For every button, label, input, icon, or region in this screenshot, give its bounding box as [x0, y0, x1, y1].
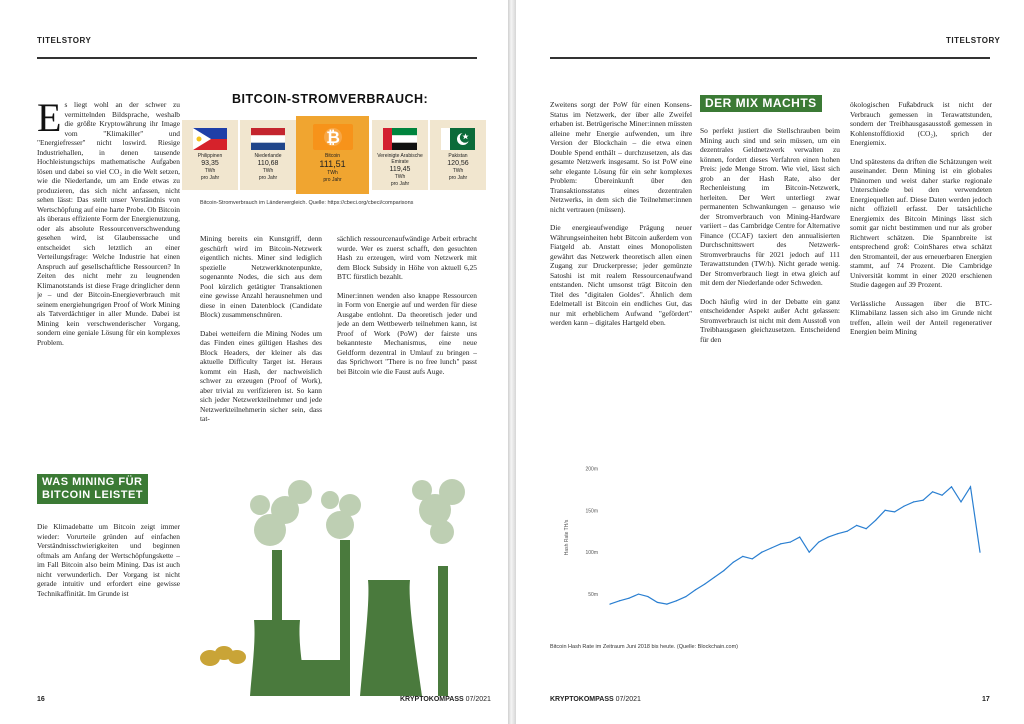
subhead-was-mining — [37, 474, 148, 504]
subhead-line-2: BITCOIN LEISTET — [42, 489, 143, 501]
paragraph: Und spätestens da driften die Schätzungen weit auseinander. Denn Mining ist ein globales Phänomen und weist daher starke regionale Unterschiede bei den verwendeten Energiequellen auf. Diese Daten werden jedoch nicht offiziell erfasst. Der tatsächliche Energiemix des Bitcoin Minings lässt sich somit gar nicht bestimmen und nur als grober Richtwert schätzen. Die Spannbreite ist entsprechend groß: CoinShares etwa schätzt den Stromanteil, der aus erneuerbaren Energien stammt, auf 74 Prozent. Die Cambridge Universität kommt in einer 2020 erschienen Studie dagegen auf 39 Prozent. — [850, 156, 992, 289]
country-name: Philippinen — [197, 153, 223, 159]
issue-number: 07/2021 — [615, 696, 641, 703]
country-value: 119,45 — [389, 166, 411, 173]
section-label: TITELSTORY — [946, 36, 1001, 45]
netherlands-flag-icon — [251, 128, 285, 150]
data-point — [960, 501, 961, 502]
section-label: TITELSTORY — [37, 36, 92, 45]
chart-caption: Bitcoin Hash Rate im Zeitraum Juni 2018 bis heute. (Quelle: Blockchain.com) — [550, 644, 739, 650]
data-point — [638, 593, 639, 594]
factory-illustration — [190, 470, 508, 696]
left-page — [0, 0, 508, 724]
data-point — [809, 552, 810, 553]
data-point — [676, 600, 677, 601]
country-unit: TWh — [394, 174, 406, 180]
page-number: 16 — [37, 696, 45, 703]
paragraph: ökologischen Fußabdruck ist nicht der Verbrauch gemessen in Terawattstunden, sondern der Treibhausgasausstoß gemessen in Kohlenstoffdioxid (CO₂), sprich der Energiemix. — [850, 100, 992, 147]
data-point — [704, 583, 705, 584]
issue-number: 07/2021 — [465, 696, 491, 703]
data-point — [913, 501, 914, 502]
data-point — [932, 491, 933, 492]
country-card-netherlands — [240, 120, 296, 190]
column-1b-text — [37, 522, 180, 642]
column-1-text — [550, 100, 692, 450]
page-footer-brand — [550, 696, 641, 703]
page-footer-brand — [400, 696, 491, 703]
country-value: 120,56 — [447, 160, 469, 167]
y-tick-label: 200m — [585, 466, 598, 473]
y-tick-label: 150m — [585, 508, 598, 515]
column-1-text — [37, 100, 180, 470]
country-unit: TWh — [262, 168, 274, 174]
data-point — [866, 528, 867, 529]
paragraph: Die energieaufwendige Prägung neuer Währungseinheiten hebt Bitcoin außerdem von Fiatgeld ab. Anstatt eines Monopolisten gewährt das Netzwerk theoretisch allen einen Zugang zur Druckerpresse; jeder gemünzte Satoshi ist mit realem Ressourcenaufwand entstanden. Nicht umsonst trägt Bitcoin den Titel des "digitalen Goldes". Ähnlich dem Edelmetall ist Bitcoin ein endliches Gut, das nur mit erheblichem Aufwand "gefördert" werden kann – digitales Hartgeld eben. — [550, 223, 692, 327]
subhead-line-1: WAS MINING FÜR — [42, 476, 143, 488]
data-point — [875, 520, 876, 521]
data-point — [723, 570, 724, 571]
country-unit: TWh — [204, 168, 216, 174]
data-point — [780, 543, 781, 544]
data-point — [647, 596, 648, 597]
data-point — [904, 505, 905, 506]
drop-cap: E — [37, 100, 62, 140]
bitcoin-card — [296, 116, 369, 194]
data-point — [609, 604, 610, 605]
infographic-caption: Bitcoin-Stromverbrauch im Ländervergleich. Quelle: https://cbeci.org/cbeci/comparisons — [200, 200, 414, 206]
data-point — [695, 589, 696, 590]
data-point — [970, 486, 971, 487]
column-3-text — [337, 234, 477, 464]
pakistan-flag-icon — [441, 128, 475, 150]
paragraph: Dabei wetteifern die Mining Nodes um das Finden eines gültigen Hashes des Block Headers, der kleiner als das aktuelle Difficulty Target ist. Heraus kommt ein Hash, der nachweislich schwer zu erzeugen (Proof of Work), aber trivial zu verifizieren ist. So kann sich jeder Netzwerkteilnehmer und jede Netzwerkteilnehmerin sicher sein, dass tat- — [200, 328, 322, 423]
spine-gutter — [508, 0, 516, 724]
header-rule — [37, 57, 477, 59]
paragraph: So perfekt justiert die Stellschrauben beim Mining auch sind und sein müssen, um ein dezentrales Geldnetzwerk verwalten zu können, fordert dieses Verfahren einen hohen Preis: jede Menge Strom. Wie viel, lässt sich grob an der Hash Rate, also der Rechenleistung im Bitcoin-Netzwerk, herleiten. Der Wert unterliegt zwar permanenten Schwankungen – genauso wie der Stromverbrauch von Mining-Hardware variiert – das Cambridge Centre for Alternative Finance (CCAF) taxiert den annualisierten Durchschnittswert des Netzwerk-Stromverbrauchs für 2021 jedoch auf 111 Terawattstunden (TW/h). Nicht gerade wenig. Der Stromverbrauch liegt in etwa gleich auf mit dem der Niederlande oder Schweden. — [700, 126, 840, 287]
data-point — [628, 598, 629, 599]
data-point — [894, 511, 895, 512]
data-point — [714, 577, 715, 578]
infographic-title: BITCOIN-STROMVERBRAUCH: — [232, 92, 429, 106]
column-3-text — [850, 100, 992, 430]
data-point — [799, 536, 800, 537]
column-2-text — [200, 234, 322, 484]
data-point — [790, 542, 791, 543]
hash-rate-chart — [550, 450, 990, 640]
country-per: pro Jahr — [200, 174, 220, 181]
y-tick-label: 100m — [585, 550, 598, 557]
country-card-philippines — [182, 120, 238, 190]
philippines-flag-icon — [193, 128, 227, 150]
data-point — [885, 510, 886, 511]
data-point — [941, 495, 942, 496]
country-per: pro Jahr — [448, 174, 468, 181]
bitcoin-icon — [313, 124, 353, 150]
country-unit: TWh — [452, 168, 464, 174]
country-value: 110,68 — [257, 160, 279, 167]
header-rule — [550, 57, 990, 59]
country-card-pakistan — [430, 120, 486, 190]
column-2-text — [700, 126, 840, 426]
magazine-name: KRYPTOKOMPASS — [400, 696, 464, 703]
country-name: Bitcoin — [324, 153, 340, 159]
data-point — [828, 536, 829, 537]
data-point — [666, 604, 667, 605]
intro-paragraph: s liegt wohl an der schwer zu vermittelnden Bildsprache, weshalb die größte Kryptowährung ihr Image vom "Klimakiller" und "Energiefresser" nicht loswird. Riesige Industriehallen, in denen tausende Hochleistungschips mathematische Aufgaben lösen und dabei so viel CO₂ in die Welt setzen, wie die Niederlande, um am Ende etwas zu produzieren, das sich nicht anfassen, nicht sehen lässt: Das stellt unser Verständnis von Wertschöpfung auf eine harte Probe. Ob Bitcoin als überaus effiziente Form der Energienutzung, oder als absolute Ressourcenverschwendung gesehen wird, ist Glaubenssache und entscheidet sich letztlich an einer Verteilungsfrage: Welche Industrie hat einen Anspruch auf gesellschaftliche Ressourcen? In Zeiten des nicht mehr zu leugnenden Klimanotstands ist diese Frage dringlicher denn je – und der Bitcoin-Energieverbrauch mit seinem energiehungrigen Proof of Work Mining als Tatverdächtiger in aller Munde. Dabei ist Mining kein verschwenderischer Vorgang, sondern eine geniale Lösung für ein komplexes Problem. — [37, 100, 180, 347]
paragraph: Zweitens sorgt der PoW für einen Konsens-Status im Netzwerk, der über alle Zweifel erhaben ist. Betrügerische Miner:innen müssten alleine mehr Energie aufwenden, um ihre Version der Blockchain – die etwa einen Double Spend enthält – durchzusetzen, als das gesamte Netzwerk insgesamt. So ist PoW eine sehr elegante Lösung für ein sehr komplexes Problem: Übereinkunft über den Transaktionsstatus eines dezentralen Netzwerks, in dem sich die Teilnehmer:innen nicht vertrauen (müssen). — [550, 100, 692, 214]
country-value: 93,35 — [201, 160, 219, 167]
country-per: pro Jahr — [258, 174, 278, 181]
right-page — [516, 0, 1024, 724]
paragraph: Die Klimadebatte um Bitcoin zeigt immer wieder: Vorurteile gründen auf einfachen Verständnisschwierigkeiten und beginnen oftmals am Anfang der Wertschöpfungskette – im Fall Bitcoin also beim Mining. Das ist auch nicht verwunderlich. Der Vorgang ist nicht gerade intuitiv und erfordert eine gewisse Technikaffinität. Im Grunde ist — [37, 522, 180, 598]
paragraph: sächlich ressourcenaufwändige Arbeit erbracht wurde. Wer es zuerst schafft, den gesuchten Hash zu erzeugen, wird vom Netzwerk mit dem Block Subsidy in Höhe von aktuell 6,25 BTC fürstlich bezahlt. — [337, 234, 477, 281]
data-point — [922, 500, 923, 501]
country-unit: TWh — [327, 170, 338, 176]
data-point — [771, 547, 772, 548]
svg-text:₿: ₿ — [325, 128, 340, 147]
data-point — [685, 596, 686, 597]
magazine-name: KRYPTOKOMPASS — [550, 696, 614, 703]
data-point — [657, 602, 658, 603]
y-tick-label: 50m — [588, 592, 598, 599]
country-per: pro Jahr — [323, 176, 342, 183]
country-name: Pakistan — [448, 153, 468, 159]
y-axis-label: Hash Rate TH/s — [564, 519, 570, 556]
data-point — [733, 562, 734, 563]
data-point — [837, 533, 838, 534]
paragraph: Verlässliche Aussagen über die BTC-Klimabilanz lassen sich also im Grunde nicht treffen, allein weil der Anteil regenerativer Energien beim Mining — [850, 298, 992, 336]
subhead-der-mix-machts: DER MIX MACHTS — [700, 95, 822, 112]
uae-flag-icon — [383, 128, 417, 150]
data-point — [619, 600, 620, 601]
country-per: pro Jahr — [390, 180, 410, 187]
data-point — [847, 531, 848, 532]
paragraph: Mining bereits ein Kunstgriff, denn geschürft wird im Bitcoin-Netzwerk eigentlich nichts. Miner sind lediglich spezielle Netzwerkknotenpunkte, sogenannte Nodes, die sich aus dem Pool kürzlich getätigter Transaktionen eine gewisse Anzahl herausnehmen und diese in einen Datenblock (Candidate Block) zusammenschnüren. — [200, 234, 322, 319]
country-name: Vereinigte Arabische Emirate — [377, 153, 423, 165]
country-name: Niederlande — [254, 153, 282, 159]
data-point — [979, 552, 980, 553]
paragraph: Doch häufig wird in der Debatte ein ganz entscheidender Aspekt außer Acht gelassen: Stromverbrauch ist nicht mit dem Ausstoß von Treibhausgasen gleichzusetzen. Entscheidend für den — [700, 296, 840, 344]
data-point — [752, 558, 753, 559]
page-number: 17 — [982, 696, 990, 703]
data-point — [818, 542, 819, 543]
paragraph: Miner:innen wenden also knappe Ressourcen in Form von Energie auf und werden für diese Ausgabe entlohnt. Da theoretisch jeder und jede an dem Wettbewerb teilnehmen kann, ist Proof of Work (PoW) der fairste uns bekannteste Mechanismus, eine neue Geldform dezentral in Umlauf zu bringen – das Sprichwort "There is no free lunch" passt bei Bitcoin wie die Faust aufs Auge. — [337, 290, 477, 376]
data-point — [951, 486, 952, 487]
hash-rate-line — [610, 487, 980, 604]
data-point — [856, 525, 857, 526]
country-card-uae — [372, 120, 428, 190]
data-point — [742, 556, 743, 557]
country-value: 111,51 — [319, 159, 346, 169]
data-point — [761, 552, 762, 553]
